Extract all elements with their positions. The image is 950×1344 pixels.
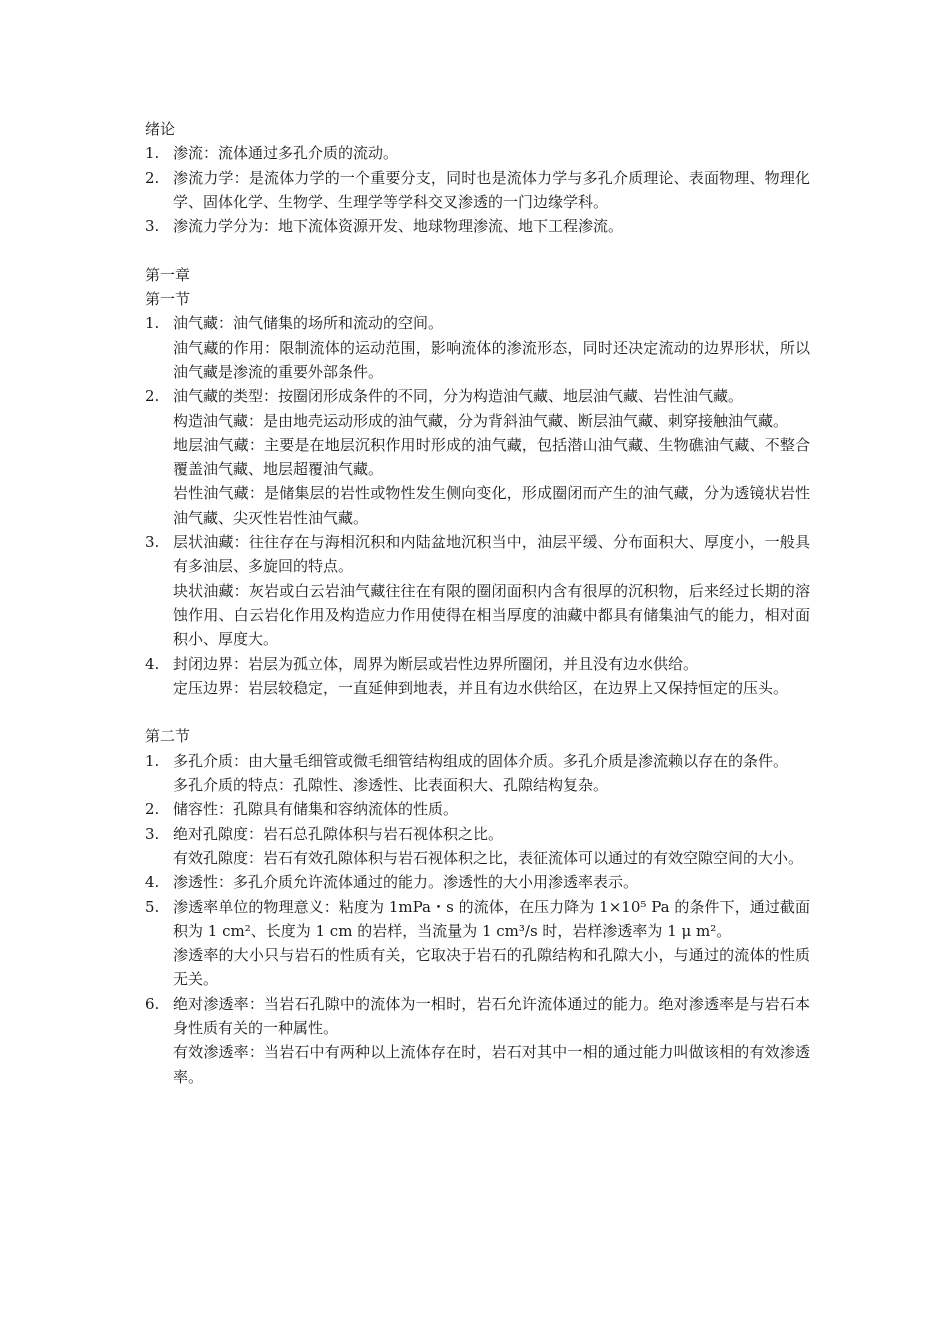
list-item-paragraph: 封闭边界：岩层为孤立体，周界为断层或岩性边界所圈闭，并且没有边水供给。 xyxy=(173,654,699,673)
list-item-paragraph: 油气藏：油气储集的场所和流动的空间。 xyxy=(173,314,444,333)
section1-list xyxy=(145,311,810,700)
list-item xyxy=(145,652,810,701)
list-item xyxy=(145,530,810,651)
list-item-paragraph: 渗流力学分为：地下流体资源开发、地球物理渗流、地下工程渗流。 xyxy=(173,217,624,236)
list-item-paragraph: 岩性油气藏：是储集层的岩性或物性发生侧向变化，形成圈闭而产生的油气藏，分为透镜状岩性油气藏、尖灭性岩性油气藏。 xyxy=(173,484,810,527)
list-item xyxy=(145,166,810,215)
list-item xyxy=(145,822,810,871)
list-item-paragraph: 油气藏的作用：限制流体的运动范围，影响流体的渗流形态，同时还决定流动的边界形状，所以油气藏是渗流的重要外部条件。 xyxy=(173,338,810,381)
list-item-paragraph: 绝对渗透率：当岩石孔隙中的流体为一相时，岩石允许流体通过的能力。绝对渗透率是与岩石本身性质有关的一种属性。 xyxy=(173,994,810,1037)
spacer xyxy=(145,700,810,724)
list-item-paragraph: 渗透率的大小只与岩石的性质有关，它取决于岩石的孔隙结构和孔隙大小，与通过的流体的性质无关。 xyxy=(173,946,810,989)
list-item-paragraph: 多孔介质的特点：孔隙性、渗透性、比表面积大、孔隙结构复杂。 xyxy=(173,776,609,795)
list-item-number: 2. xyxy=(145,800,160,819)
list-item-paragraph: 块状油藏：灰岩或白云岩油气藏往往在有限的圈闭面积内含有很厚的沉积物，后来经过长期的溶蚀作用、白云岩化作用及构造应力作用使得在相当厚度的油藏中都具有储集油气的能力，相对面积小、厚度大。 xyxy=(173,581,810,649)
list-item-paragraph: 多孔介质：由大量毛细管或微毛细管结构组成的固体介质。多孔介质是渗流赖以存在的条件。 xyxy=(173,751,789,770)
list-item-number: 6. xyxy=(145,994,160,1013)
list-item-number: 4. xyxy=(145,654,160,673)
list-item-number: 3. xyxy=(145,533,160,552)
list-item-number: 3. xyxy=(145,217,160,236)
list-item xyxy=(145,895,810,992)
list-item-paragraph: 地层油气藏：主要是在地层沉积作用时形成的油气藏，包括潜山油气藏、生物礁油气藏、不整合覆盖油气藏、地层超覆油气藏。 xyxy=(173,435,810,479)
list-item-paragraph: 储容性：孔隙具有储集和容纳流体的性质。 xyxy=(173,800,459,819)
list-item-number: 2. xyxy=(145,168,160,187)
list-item-number: 1. xyxy=(145,751,160,770)
list-item xyxy=(145,214,810,238)
document-page xyxy=(145,117,810,1089)
list-item-paragraph: 渗透率单位的物理意义：粘度为 1mPa・s 的流体，在压力降为 1×10⁵ Pa 的条件下，通过截面积为 1 cm²、长度为 1 cm 的岩样，当流量为 1 cm³/s 时，岩样渗透率为 1 μ m²。 xyxy=(173,897,810,940)
section2-list xyxy=(145,749,810,1089)
list-item-number: 5. xyxy=(145,897,160,916)
list-item-number: 3. xyxy=(145,824,160,843)
list-item-number: 2. xyxy=(145,387,160,406)
intro-list xyxy=(145,141,810,238)
section2-heading: 第二节 xyxy=(145,727,191,746)
intro-heading: 绪论 xyxy=(145,120,176,138)
chapter-heading: 第一章 xyxy=(145,265,191,284)
section1-heading: 第一节 xyxy=(145,290,191,309)
list-item xyxy=(145,870,810,894)
list-item-paragraph: 渗透性：多孔介质允许流体通过的能力。渗透性的大小用渗透率表示。 xyxy=(173,873,639,892)
list-item-paragraph: 渗流：流体通过多孔介质的流动。 xyxy=(173,144,399,163)
list-item xyxy=(145,141,810,165)
list-item-paragraph: 有效渗透率：当岩石中有两种以上流体存在时，岩石对其中一相的通过能力叫做该相的有效渗透率。 xyxy=(173,1043,810,1086)
list-item-paragraph: 构造油气藏：是由地壳运动形成的油气藏，分为背斜油气藏、断层油气藏、刺穿接触油气藏。 xyxy=(173,411,789,430)
list-item xyxy=(145,992,810,1089)
list-item-paragraph: 层状油藏：往往存在与海相沉积和内陆盆地沉积当中，油层平缓、分布面积大、厚度小，一般具有多油层、多旋回的特点。 xyxy=(173,533,810,576)
list-item-paragraph: 绝对孔隙度：岩石总孔隙体积与岩石视体积之比。 xyxy=(173,824,504,843)
list-item xyxy=(145,749,810,798)
spacer xyxy=(145,238,810,262)
list-item-number: 4. xyxy=(145,873,160,892)
list-item-paragraph: 油气藏的类型：按圈闭形成条件的不同，分为构造油气藏、地层油气藏、岩性油气藏。 xyxy=(173,387,744,406)
list-item xyxy=(145,311,810,384)
list-item-number: 1. xyxy=(145,314,160,333)
list-item xyxy=(145,384,810,530)
list-item-paragraph: 渗流力学：是流体力学的一个重要分支，同时也是流体力学与多孔介质理论、表面物理、物理化学、固体化学、生物学、生理学等学科交叉渗透的一门边缘学科。 xyxy=(173,168,810,211)
list-item-paragraph: 有效孔隙度：岩石有效孔隙体积与岩石视体积之比，表征流体可以通过的有效空隙空间的大小。 xyxy=(173,848,804,867)
list-item-number: 1. xyxy=(145,144,160,163)
list-item xyxy=(145,797,810,821)
list-item-paragraph: 定压边界：岩层较稳定，一直延伸到地表，并且有边水供给区，在边界上又保持恒定的压头。 xyxy=(173,678,789,697)
